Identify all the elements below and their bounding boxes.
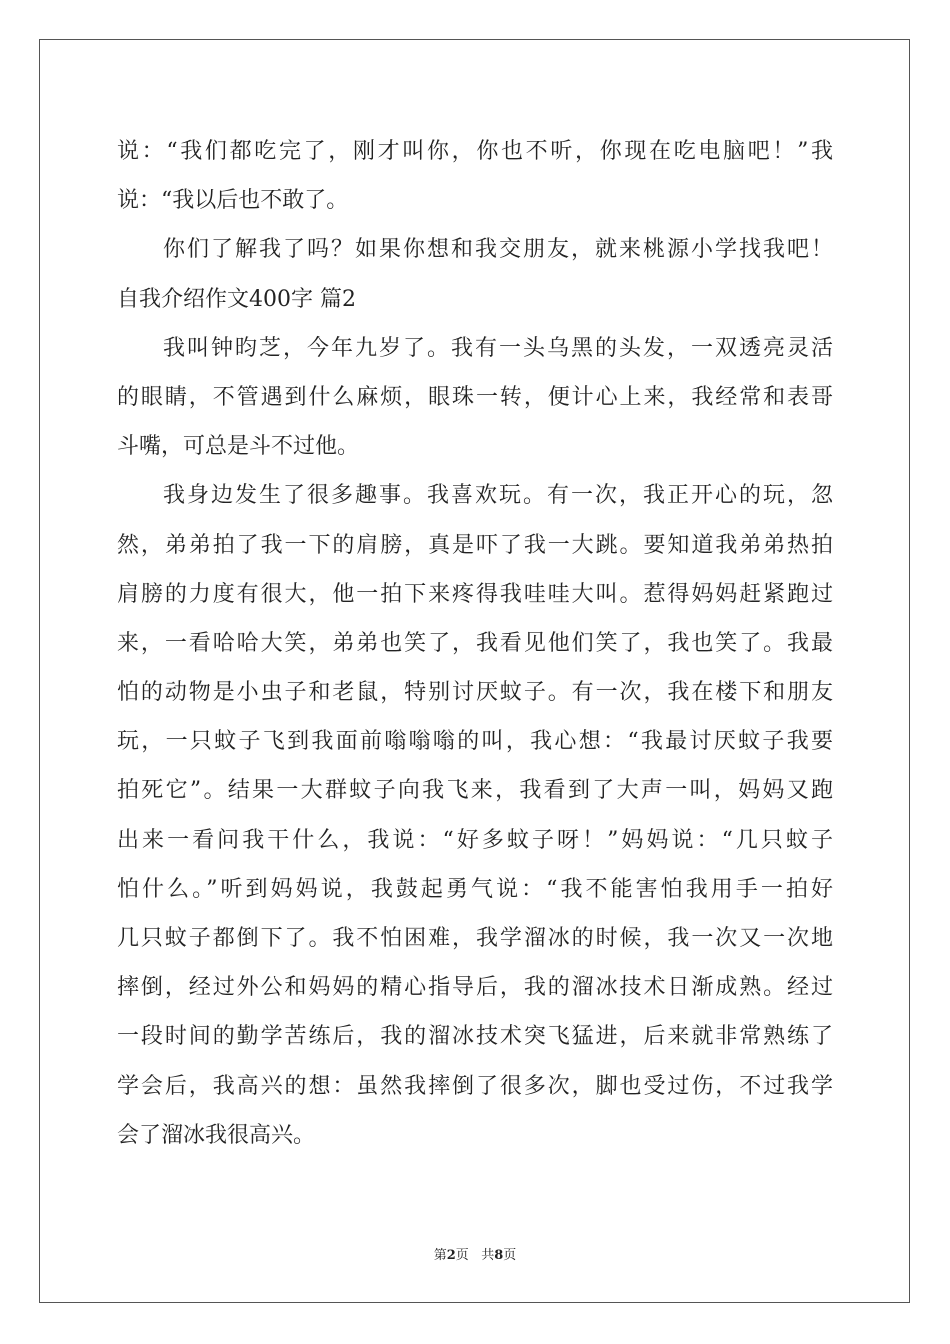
text-line: 拍死它”。结果一大群蚊子向我飞来，我看到了大声一叫，妈妈又跑 — [117, 778, 833, 804]
text-line: 的眼睛，不管遇到什么麻烦，眼珠一转，便计心上来，我经常和表哥 — [117, 384, 833, 410]
text-line: 说：“我们都吃完了，刚才叫你，你也不听，你现在吃电脑吧！”我 — [117, 139, 833, 164]
text-line: 学会后，我高兴的想：虽然我摔倒了很多次，脚也受过伤，不过我学 — [117, 1073, 833, 1099]
page-prefix: 第 — [433, 1248, 447, 1263]
text-line: 然，弟弟拍了我一下的肩膀，真是吓了我一大跳。要知道我弟弟热拍 — [117, 532, 833, 558]
page-footer — [0, 1244, 950, 1263]
page-current: 2 — [446, 1248, 456, 1263]
text-line: 说：“我以后也不敢了。 — [117, 188, 349, 214]
total-suffix: 页 — [503, 1248, 517, 1263]
text-line: 我叫钟昀芝，今年九岁了。我有一头乌黑的头发，一双透亮灵活 — [163, 335, 833, 361]
document-body — [117, 127, 833, 1160]
total-pages: 8 — [494, 1248, 504, 1263]
text-line: 怕的动物是小虫子和老鼠，特别讨厌蚊子。有一次，我在楼下和朋友 — [117, 680, 833, 706]
total-prefix: 共 — [481, 1248, 495, 1263]
text-line: 你们了解我了吗？如果你想和我交朋友，就来桃源小学找我吧！ — [163, 237, 833, 263]
text-line: 怕什么。”听到妈妈说，我鼓起勇气说：“我不能害怕我用手一拍好 — [117, 876, 833, 902]
text-line: 玩，一只蚊子飞到我面前嗡嗡嗡的叫，我心想：“我最讨厌蚊子我要 — [117, 729, 833, 755]
text-line: 一段时间的勤学苦练后，我的溜冰技术突飞猛进，后来就非常熟练了 — [117, 1024, 833, 1050]
text-line: 自我介绍作文400字 篇2 — [117, 286, 356, 312]
text-line: 我身边发生了很多趣事。我喜欢玩。有一次，我正开心的玩，忽 — [163, 483, 833, 509]
text-line: 出来一看问我干什么，我说：“好多蚊子呀！”妈妈说：“几只蚊子 — [117, 827, 833, 853]
text-line: 来，一看哈哈大笑，弟弟也笑了，我看见他们笑了，我也笑了。我最 — [117, 630, 833, 656]
text-line: 斗嘴，可总是斗不过他。 — [117, 434, 360, 460]
text-line: 会了溜冰我很高兴。 — [117, 1122, 316, 1148]
text-line: 肩膀的力度有很大，他一拍下来疼得我哇哇大叫。惹得妈妈赶紧跑过 — [117, 581, 833, 607]
text-line: 几只蚊子都倒下了。我不怕困难，我学溜冰的时候，我一次又一次地 — [117, 926, 833, 951]
page-suffix: 页 — [455, 1248, 469, 1263]
text-line: 摔倒，经过外公和妈妈的精心指导后，我的溜冰技术日渐成熟。经过 — [117, 975, 833, 1001]
